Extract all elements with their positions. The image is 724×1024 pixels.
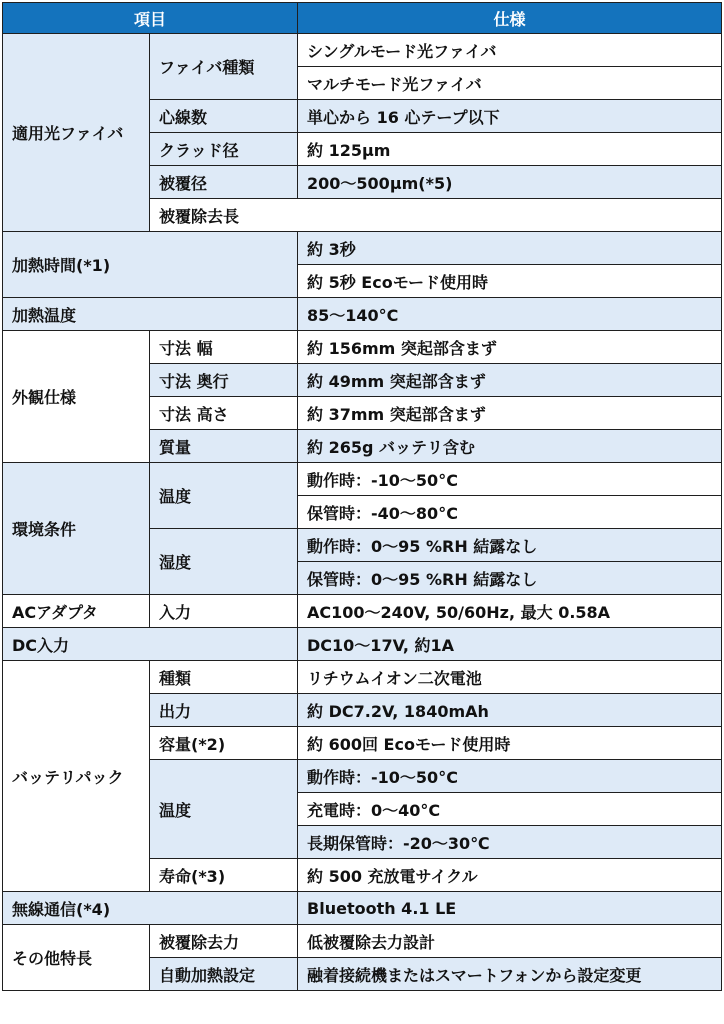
exterior-width-label: 寸法 幅: [150, 331, 298, 364]
fiber-cores-value: 単心から 16 心テープ以下: [298, 100, 722, 133]
battery-output-value: 約 DC7.2V, 1840mAh: [298, 694, 722, 727]
environment-temp-label: 温度: [150, 463, 298, 529]
battery-kind-value: リチウムイオン二次電池: [298, 661, 722, 694]
wireless-value: Bluetooth 4.1 LE: [298, 892, 722, 925]
exterior-height-label: 寸法 高さ: [150, 397, 298, 430]
fiber-coat-label: 被覆径: [150, 166, 298, 199]
fiber-type-label: ファイバ種類: [150, 34, 298, 100]
dc-label: DC入力: [3, 628, 298, 661]
battery-kind-label: 種類: [150, 661, 298, 694]
heat-temp-value: 85～140°C: [298, 298, 722, 331]
battery-capacity-label: 容量(*2): [150, 727, 298, 760]
spec-table: [2, 2, 722, 991]
exterior-depth-label: 寸法 奥行: [150, 364, 298, 397]
ac-sub-label: 入力: [150, 595, 298, 628]
table-row: [3, 463, 722, 496]
heat-time-value-1: 約 3秒: [298, 232, 722, 265]
fiber-type-value-2: マルチモード光ファイバ: [298, 67, 722, 100]
table-row: [3, 892, 722, 925]
header-item: 項目: [3, 3, 298, 34]
exterior-mass-value: 約 265g バッテリ含む: [298, 430, 722, 463]
battery-capacity-value: 約 600回 Ecoモード使用時: [298, 727, 722, 760]
other-auto-value: 融着接続機またはスマートフォンから設定変更: [298, 958, 722, 991]
dc-value: DC10～17V, 約1A: [298, 628, 722, 661]
exterior-height-value: 約 37mm 突起部含まず: [298, 397, 722, 430]
battery-temp-value-3: 長期保管時：-20～30℃: [298, 826, 722, 859]
fiber-cores-label: 心線数: [150, 100, 298, 133]
wireless-label: 無線通信(*4): [3, 892, 298, 925]
battery-life-value: 約 500 充放電サイクル: [298, 859, 722, 892]
other-strip-label: 被覆除去力: [150, 925, 298, 958]
heat-time-value-2: 約 5秒 Ecoモード使用時: [298, 265, 722, 298]
table-row: [3, 331, 722, 364]
fiber-clad-value: 約 125μm: [298, 133, 722, 166]
exterior-width-value: 約 156mm 突起部含まず: [298, 331, 722, 364]
fiber-label: 適用光ファイバ: [3, 34, 150, 232]
table-row: [3, 298, 722, 331]
other-label: その他特長: [3, 925, 150, 991]
battery-temp-label: 温度: [150, 760, 298, 859]
fiber-type-value-1: シングルモード光ファイバ: [298, 34, 722, 67]
table-row: [3, 925, 722, 958]
ac-value: AC100～240V, 50/60Hz, 最大 0.58A: [298, 595, 722, 628]
environment-temp-value-2: 保管時：-40～80°C: [298, 496, 722, 529]
table-row: [3, 628, 722, 661]
fiber-clad-label: クラッド径: [150, 133, 298, 166]
table-row: [3, 232, 722, 265]
fiber-coat-value: 200～500μm(*5): [298, 166, 722, 199]
environment-hum-label: 湿度: [150, 529, 298, 595]
table-row: [3, 661, 722, 694]
heat-temp-label: 加熱温度: [3, 298, 298, 331]
table-row: [3, 34, 722, 67]
battery-temp-value-2: 充電時：0～40°C: [298, 793, 722, 826]
heat-time-label: 加熱時間(*1): [3, 232, 298, 298]
environment-hum-value-1: 動作時：0～95 %RH 結露なし: [298, 529, 722, 562]
ac-label: ACアダプタ: [3, 595, 150, 628]
exterior-mass-label: 質量: [150, 430, 298, 463]
strip-length-label: 被覆除去長: [150, 199, 722, 232]
table-row: [3, 595, 722, 628]
environment-hum-value-2: 保管時：0～95 %RH 結露なし: [298, 562, 722, 595]
battery-output-label: 出力: [150, 694, 298, 727]
header-row: [3, 3, 722, 34]
other-auto-label: 自動加熱設定: [150, 958, 298, 991]
other-strip-value: 低被覆除去力設計: [298, 925, 722, 958]
environment-temp-value-1: 動作時：-10～50°C: [298, 463, 722, 496]
battery-temp-value-1: 動作時：-10～50°C: [298, 760, 722, 793]
battery-label: バッテリパック: [3, 661, 150, 892]
exterior-depth-value: 約 49mm 突起部含まず: [298, 364, 722, 397]
battery-life-label: 寿命(*3): [150, 859, 298, 892]
exterior-label: 外観仕様: [3, 331, 150, 463]
header-spec: 仕様: [298, 3, 722, 34]
environment-label: 環境条件: [3, 463, 150, 595]
